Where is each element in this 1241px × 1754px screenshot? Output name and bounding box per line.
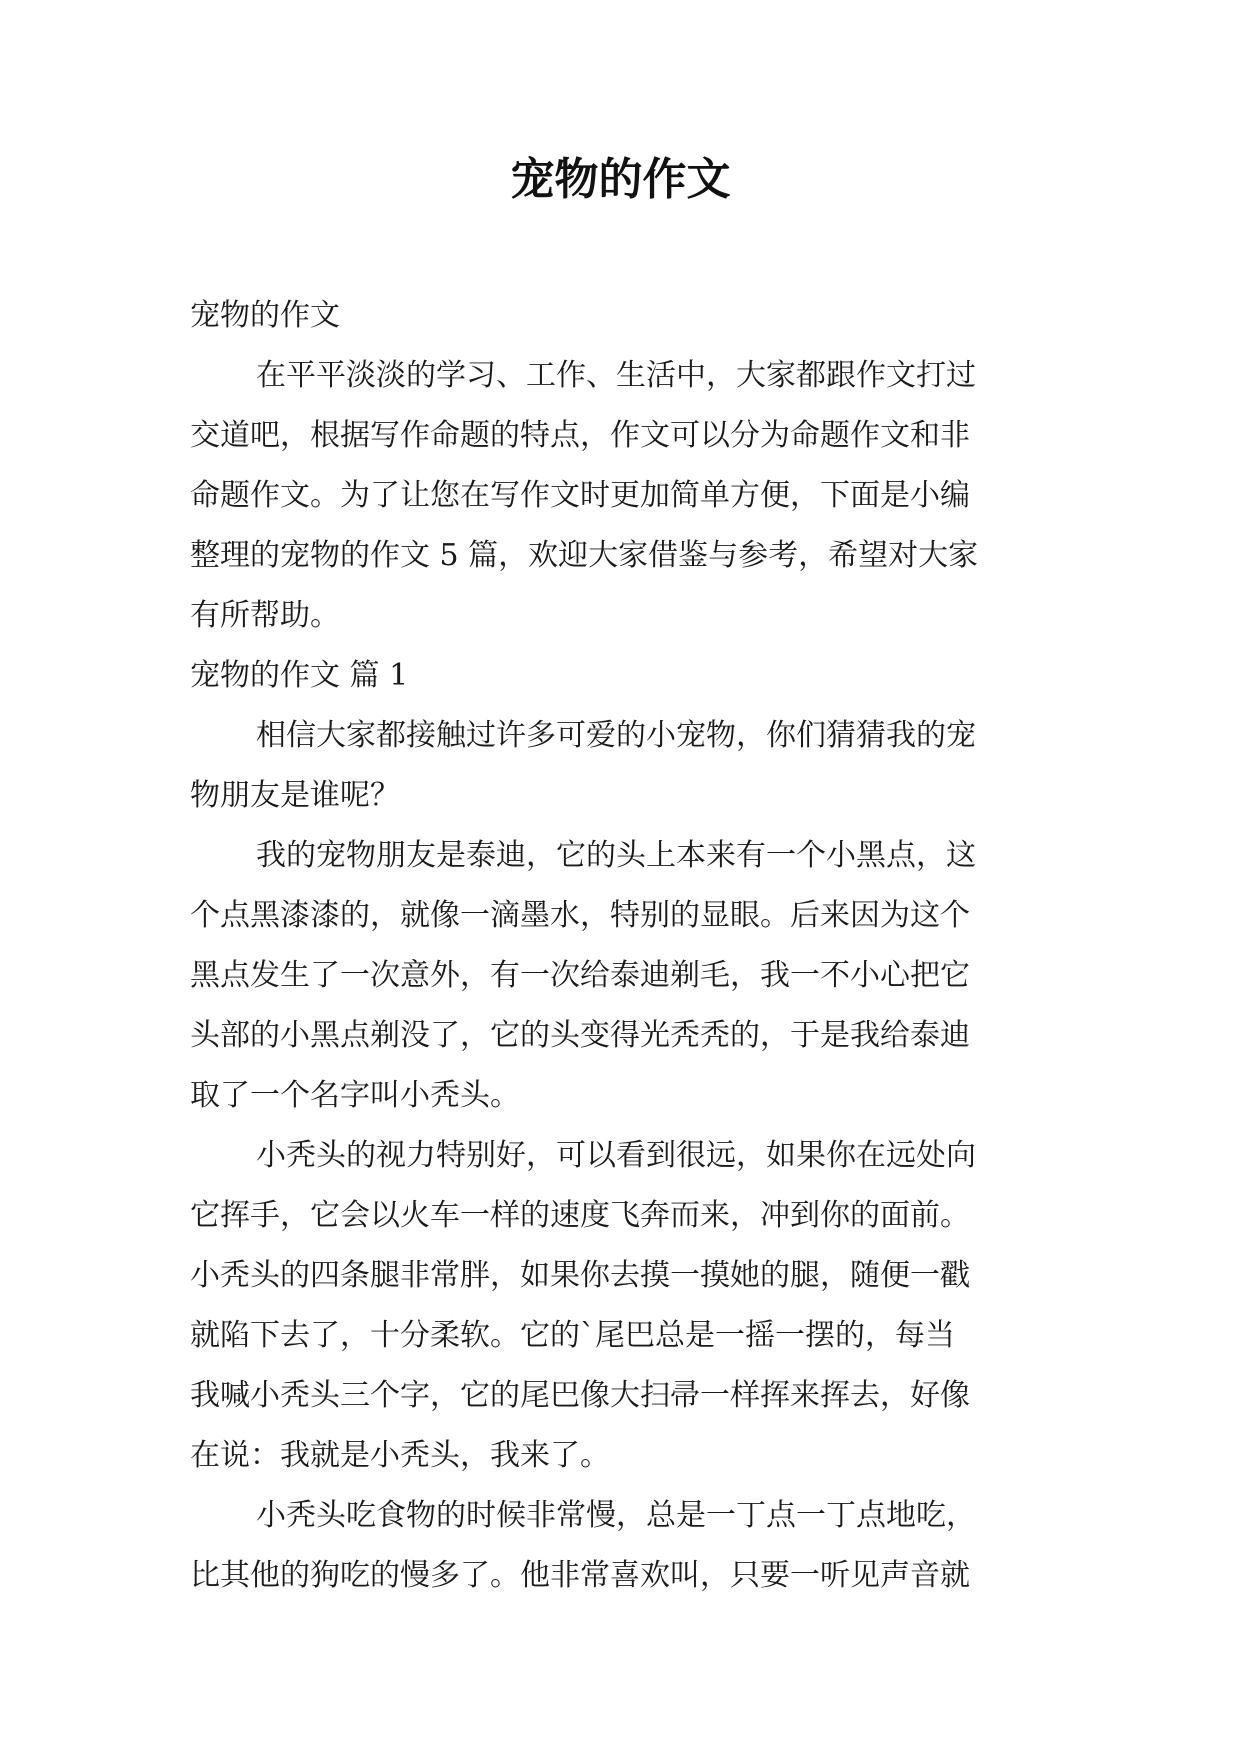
text-line: 有所帮助。 (190, 598, 340, 633)
text-line: 交道吧，根据写作命题的特点，作文可以分为命题作文和非 (190, 418, 970, 453)
text-line: 个点黑漆漆的，就像一滴墨水，特别的显眼。后来因为这个 (190, 898, 970, 933)
text-line: 我的宠物朋友是泰迪，它的头上本来有一个小黑点，这 (256, 838, 976, 873)
text-line: 黑点发生了一次意外，有一次给泰迪剃毛，我一不小心把它 (190, 958, 970, 993)
text-line: 在说：我就是小秃头，我来了。 (190, 1438, 610, 1473)
document-body (190, 286, 1070, 1606)
text-line: 物朋友是谁呢？ (190, 778, 400, 813)
text-line: 小秃头的视力特别好，可以看到很远，如果你在远处向 (256, 1138, 976, 1173)
text-line: 它挥手，它会以火车一样的速度飞奔而来，冲到你的面前。 (190, 1198, 970, 1233)
text-line: 相信大家都接触过许多可爱的小宠物，你们猜猜我的宠 (256, 718, 976, 753)
text-line: 就陷下去了，十分柔软。它的`尾巴总是一摇一摆的，每当 (190, 1318, 955, 1353)
text-line: 小秃头吃食物的时候非常慢，总是一丁点一丁点地吃， (256, 1498, 976, 1533)
text-line: 命题作文。为了让您在写作文时更加简单方便，下面是小编 (190, 478, 970, 513)
text-line: 在平平淡淡的学习、工作、生活中，大家都跟作文打过 (256, 358, 976, 393)
text-line: 头部的小黑点剃没了，它的头变得光秃秃的，于是我给泰迪 (190, 1018, 970, 1053)
text-line: 整理的宠物的作文 5 篇，欢迎大家借鉴与参考，希望对大家 (190, 538, 979, 573)
text-line: 比其他的狗吃的慢多了。他非常喜欢叫，只要一听见声音就 (190, 1558, 970, 1593)
text-line: 我喊小秃头三个字，它的尾巴像大扫帚一样挥来挥去，好像 (190, 1378, 970, 1413)
text-line: 宠物的作文 (190, 298, 340, 333)
document-title: 宠物的作文 (510, 154, 731, 205)
text-line: 小秃头的四条腿非常胖，如果你去摸一摸她的腿，随便一戳 (190, 1258, 970, 1293)
text-line: 取了一个名字叫小秃头。 (190, 1078, 520, 1113)
text-line: 宠物的作文 篇 1 (190, 658, 409, 693)
